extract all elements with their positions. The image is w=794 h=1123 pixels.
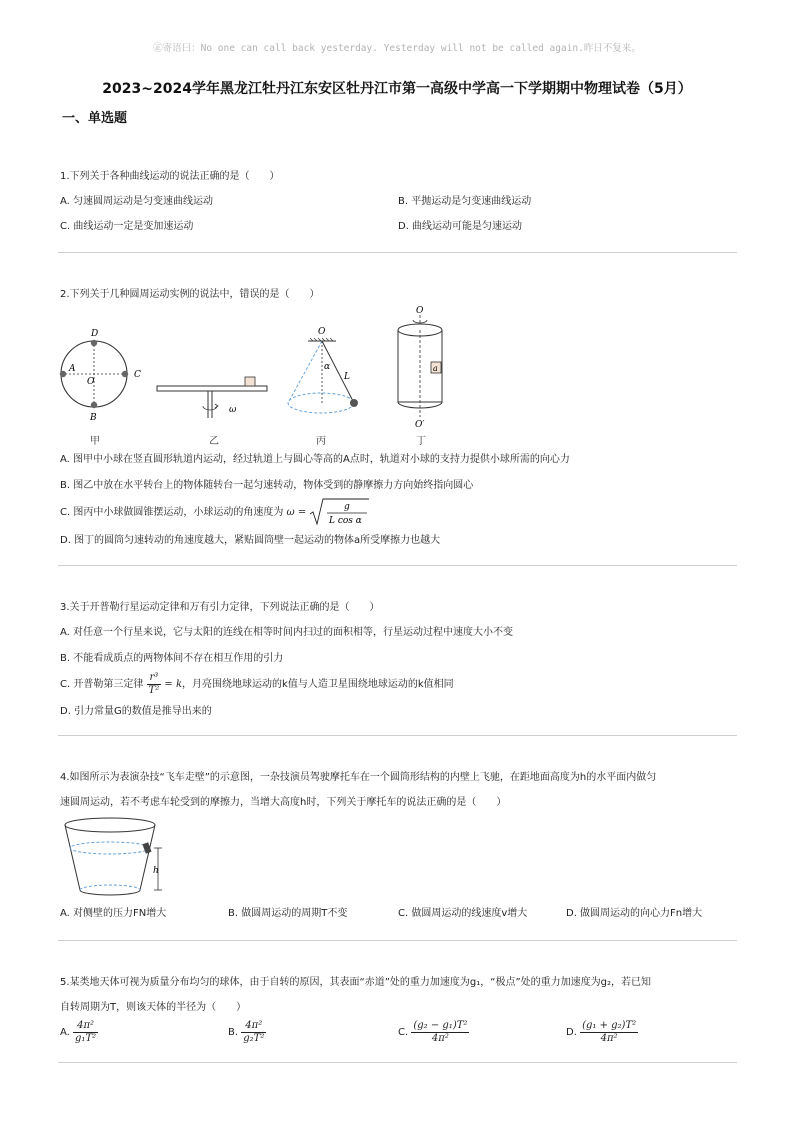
label-L: L xyxy=(344,372,350,382)
q4-option-b: B. 做圆周运动的周期T不变 xyxy=(228,908,348,919)
label-alpha: α xyxy=(324,362,331,372)
q5-option-c xyxy=(398,1018,469,1048)
label-B: B xyxy=(90,413,97,423)
q5-a-den: g₁T² xyxy=(75,1032,97,1044)
q1-option-d: D. 曲线运动可能是匀速运动 xyxy=(398,221,523,232)
q5-c-den: 4π² xyxy=(431,1032,449,1044)
divider xyxy=(58,565,737,566)
q3-option-c-pre: C. 开普勒第三定律 xyxy=(60,679,144,690)
label-a: a xyxy=(433,364,438,373)
section-heading: 一、单选题 xyxy=(62,111,128,126)
q1-option-a: A. 匀速圆周运动是匀变速曲线运动 xyxy=(60,196,214,207)
q3-stem: 3.关于开普勒行星运动定律和万有引力定律，下列说法正确的是（ ） xyxy=(60,602,380,613)
q5-a-fraction xyxy=(73,1020,98,1045)
q4-stem-line2: 速圆周运动，若不考虑车轮受到的摩擦力，当增大高度h时，下列关于摩托车的说法正确的是（ ） xyxy=(60,797,507,808)
divider xyxy=(58,252,737,253)
divider xyxy=(58,735,737,736)
caption-yi: 乙 xyxy=(209,436,219,447)
q5-d-den: 4π² xyxy=(600,1032,618,1044)
q1-stem: 1.下列关于各种曲线运动的说法正确的是（ ） xyxy=(60,171,280,182)
divider xyxy=(58,940,737,941)
q5-option-d-label: D. xyxy=(566,1027,577,1038)
kepler-eq: = k xyxy=(164,679,183,690)
q4-option-a: A. 对侧壁的压力FN增大 xyxy=(60,908,167,919)
q2-option-c-lhs: ω = xyxy=(286,507,307,518)
caption-bing: 丙 xyxy=(316,436,326,447)
q5-c-num: (g₂ − g₁)T² xyxy=(413,1019,468,1031)
q2-figure-bing xyxy=(280,324,368,424)
q2-option-c xyxy=(60,497,369,528)
q5-option-b-label: B. xyxy=(228,1027,239,1038)
label-C: C xyxy=(134,370,141,380)
q5-a-num: 4π² xyxy=(73,1020,98,1033)
label-omega: ω xyxy=(229,405,237,415)
q4-option-c: C. 做圆周运动的线速度v增大 xyxy=(398,908,528,919)
kepler-num: r³ xyxy=(147,672,162,685)
q5-option-b xyxy=(228,1018,266,1048)
q3-option-c xyxy=(60,670,454,700)
q1-option-c: C. 曲线运动一定是变加速运动 xyxy=(60,221,194,232)
q1-option-b: B. 平抛运动是匀变速曲线运动 xyxy=(398,196,532,207)
label-h: h xyxy=(153,866,159,876)
q5-option-c-label: C. xyxy=(398,1027,409,1038)
q3-option-b: B. 不能看成质点的两物体间不存在相互作用的引力 xyxy=(60,653,284,664)
divider xyxy=(58,1062,737,1063)
label-O: O xyxy=(87,377,95,387)
q5-option-a-label: A. xyxy=(60,1027,70,1038)
sqrt-den: L cos α xyxy=(329,516,363,526)
label-O-cone: O xyxy=(318,327,326,337)
kepler-den: T² xyxy=(148,684,160,696)
q3-option-a: A. 对任意一个行星来说，它与太阳的连线在相等时间内扫过的面积相等，行星运动过程中速度大小不变 xyxy=(60,627,514,638)
sqrt-num: g xyxy=(344,502,351,512)
q4-figure-wall-of-death xyxy=(60,815,170,900)
q2-option-b: B. 图乙中放在水平转台上的物体随转台一起匀速转动，物体受到的静摩擦力方向始终指向圆心 xyxy=(60,480,474,491)
q2-option-d: D. 图丁的圆筒匀速转动的角速度越大，紧贴圆筒壁一起运动的物体a所受摩擦力也越大 xyxy=(60,535,441,546)
q4-option-d: D. 做圆周运动的向心力Fn增大 xyxy=(566,908,703,919)
q5-b-num: 4π² xyxy=(241,1020,266,1033)
q2-figure-jia xyxy=(55,324,150,424)
q3-option-c-post: ，月亮围绕地球运动的k值与人造卫星围绕地球运动的k值相同 xyxy=(182,679,454,690)
q2-figure-ding xyxy=(390,302,455,430)
q2-figure-yi xyxy=(155,370,273,420)
q5-stem-line2: 自转周期为T，则该天体的半径为（ ） xyxy=(60,1002,247,1013)
q2-option-a: A. 图甲中小球在竖直圆形轨道内运动，经过轨道上与圆心等高的A点时，轨道对小球的支持力提供小球所需的向心力 xyxy=(60,454,570,465)
q5-d-num: (g₁ + g₂)T² xyxy=(582,1019,637,1031)
caption-jia: 甲 xyxy=(90,436,100,447)
q5-stem-line1: 5.某类地天体可视为质量分布均匀的球体，由于自转的原因，其表面“赤道”处的重力加速度为g₁，“极点”处的重力加速度为g₂，若已知 xyxy=(60,977,651,988)
motto-header: ㊣寄语曰：No one can call back yesterday. Yesterday will not be called again.昨日不复来。 xyxy=(153,43,641,54)
q5-b-den: g₂T² xyxy=(243,1032,265,1044)
kepler-fraction xyxy=(147,672,162,697)
page-title: 2023~2024学年黑龙江牡丹江东安区牡丹江市第一高级中学高一下学期期中物理试卷（5月） xyxy=(102,81,692,97)
q5-d-fraction xyxy=(580,1020,638,1045)
q5-c-fraction xyxy=(411,1020,469,1045)
q5-option-a xyxy=(60,1018,98,1048)
q5-option-d xyxy=(566,1018,638,1048)
label-A: A xyxy=(69,364,76,374)
q4-stem-line1: 4.如图所示为表演杂技“飞车走壁”的示意图，一杂技演员驾驶摩托车在一个圆筒形结构的内壁上飞驰，在距地面高度为h的水平面内做匀 xyxy=(60,772,657,783)
q2-option-c-text: C. 图丙中小球做圆锥摆运动，小球运动的角速度为 xyxy=(60,507,284,518)
q3-option-d: D. 引力常量G的数值是推导出来的 xyxy=(60,706,212,717)
label-O-top: O xyxy=(416,306,424,316)
label-O-prime: O′ xyxy=(415,420,425,430)
q2-stem: 2.下列关于几种圆周运动实例的说法中，错误的是（ ） xyxy=(60,289,320,300)
q5-b-fraction xyxy=(241,1020,266,1045)
sqrt-sign xyxy=(309,497,369,527)
label-D: D xyxy=(91,329,99,339)
caption-ding: 丁 xyxy=(416,436,426,447)
